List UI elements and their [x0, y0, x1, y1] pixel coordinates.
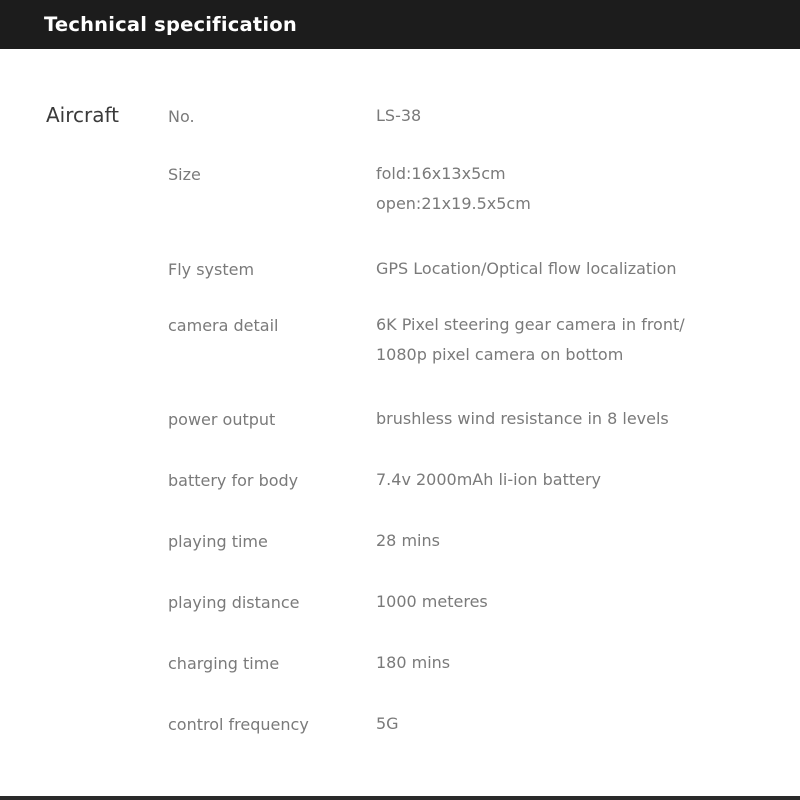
spec-value-line: 180 mins [376, 653, 451, 672]
spec-value [376, 159, 531, 219]
spec-value-line: 28 mins [376, 531, 440, 550]
spec-label: No. [168, 107, 195, 126]
spec-value [376, 404, 669, 434]
spec-value [376, 526, 440, 556]
spec-label: playing time [168, 532, 268, 551]
spec-label: charging time [168, 654, 280, 673]
spec-value-line: 7.4v 2000mAh li-ion battery [376, 470, 601, 489]
spec-value-line: 5G [376, 714, 399, 733]
spec-value [376, 709, 399, 739]
spec-value [376, 465, 601, 495]
spec-value [376, 648, 450, 678]
spec-value [376, 310, 685, 370]
bottom-divider [0, 796, 800, 800]
spec-label: power output [168, 410, 276, 429]
spec-value-line: GPS Location/Optical flow localization [376, 259, 677, 278]
spec-label: Fly system [168, 260, 255, 279]
spec-value-line: fold:16x13x5cm [376, 164, 506, 183]
spec-value [376, 254, 677, 284]
spec-label: control frequency [168, 715, 309, 734]
spec-value-line: LS-38 [376, 106, 422, 125]
spec-value-line: brushless wind resistance in 8 levels [376, 409, 669, 428]
spec-label: camera detail [168, 316, 279, 335]
spec-label: playing distance [168, 593, 300, 612]
spec-label: battery for body [168, 471, 299, 490]
spec-value-line: 1000 meteres [376, 592, 488, 611]
spec-value-line: 6K Pixel steering gear camera in front/ [376, 315, 685, 334]
section-label-aircraft: Aircraft [46, 103, 120, 127]
spec-value-line: open:21x19.5x5cm [376, 194, 531, 213]
spec-value-line: 1080p pixel camera on bottom [376, 345, 624, 364]
page-title: Technical specification [44, 13, 297, 36]
spec-value [376, 587, 488, 617]
header-bar [0, 0, 800, 49]
spec-value [376, 101, 421, 131]
spec-label: Size [168, 165, 201, 184]
